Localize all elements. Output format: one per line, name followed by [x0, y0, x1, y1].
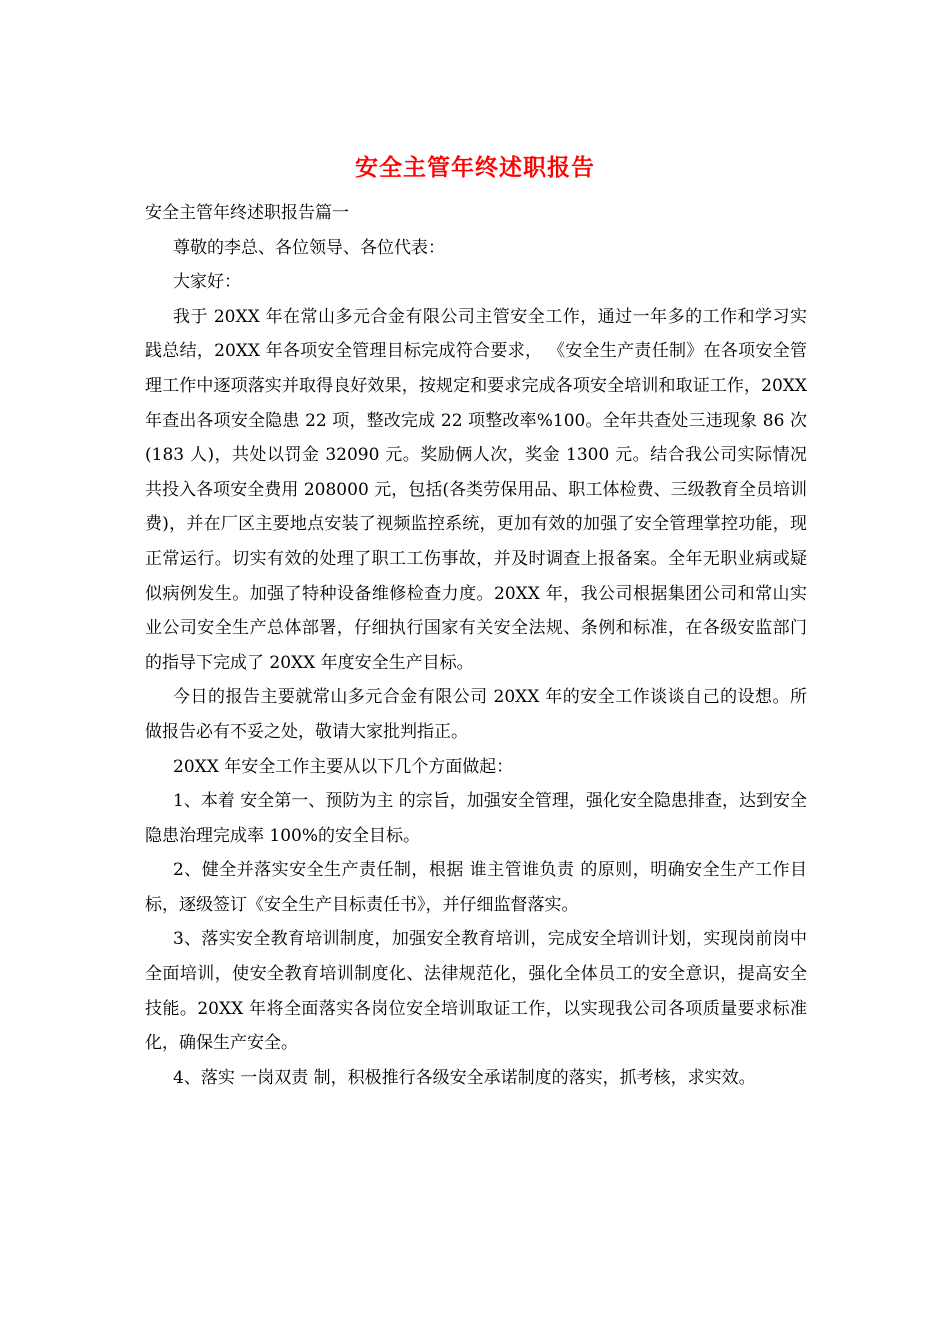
document-body: [145, 196, 807, 1095]
plan-item-3: 3、落实安全教育培训制度，加强安全教育培训，完成安全培训计划，实现岗前岗中全面培训，使安全教育培训制度化、法律规范化，强化全体员工的安全意识，提高安全技能。20XX 年将全面落实各岗位安全培训取证工作，以实现我公司各项质量要求标准化，确保生产安全。: [145, 929, 807, 1054]
paragraph-plan-heading: 20XX 年安全工作主要从以下几个方面做起：: [173, 756, 514, 777]
salutation: 尊敬的李总、各位领导、各位代表：: [173, 237, 445, 258]
document-subtitle: 安全主管年终述职报告篇一: [145, 203, 349, 223]
paragraph-intro: 今日的报告主要就常山多元合金有限公司 20XX 年的安全工作谈谈自己的设想。所做报告必有不妥之处，敬请大家批判指正。: [145, 687, 807, 742]
plan-item-4: 4、落实 一岗双责 制，积极推行各级安全承诺制度的落实，抓考核，求实效。: [173, 1067, 756, 1088]
greeting: 大家好：: [173, 272, 241, 293]
document-title: 安全主管年终述职报告: [355, 154, 595, 181]
plan-item-2: 2、健全并落实安全生产责任制，根据 谁主管谁负责 的原则，明确安全生产工作目标，逐级签订《安全生产目标责任书》，并仔细监督落实。: [145, 860, 807, 915]
plan-item-1: 1、本着 安全第一、预防为主 的宗旨，加强安全管理，强化安全隐患排查，达到安全隐患治理完成率 100%的安全目标。: [145, 791, 807, 846]
paragraph-summary: 我于 20XX 年在常山多元合金有限公司主管安全工作，通过一年多的工作和学习实践总结，20XX 年各项安全管理目标完成符合要求， 《安全生产责任制》在各项安全管理工作中逐项落实并取得良好效果，按规定和要求完成各项安全培训和取证工作，20XX 年查出各项安全隐患 22 项，整改完成 22 项整改率%100。全年共查处三违现象 86 次(183 人)，共处以罚金 32090 元。奖励俩人次，奖金 1300 元。结合我公司实际情况共投入各项安全费用 208000 元，包括(各类劳保用品、职工体检费、三级教育全员培训费)，并在厂区主要地点安装了视频监控系统，更加有效的加强了安全管理掌控功能，现正常运行。切实有效的处理了职工工伤事故，并及时调查上报备案。全年无职业病或疑似病例发生。加强了特种设备维修检查力度。20XX 年，我公司根据集团公司和常山实业公司安全生产总体部署，仔细执行国家有关安全法规、条例和标准，在各级安监部门的指导下完成了 20XX 年度安全生产目标。: [145, 306, 807, 673]
